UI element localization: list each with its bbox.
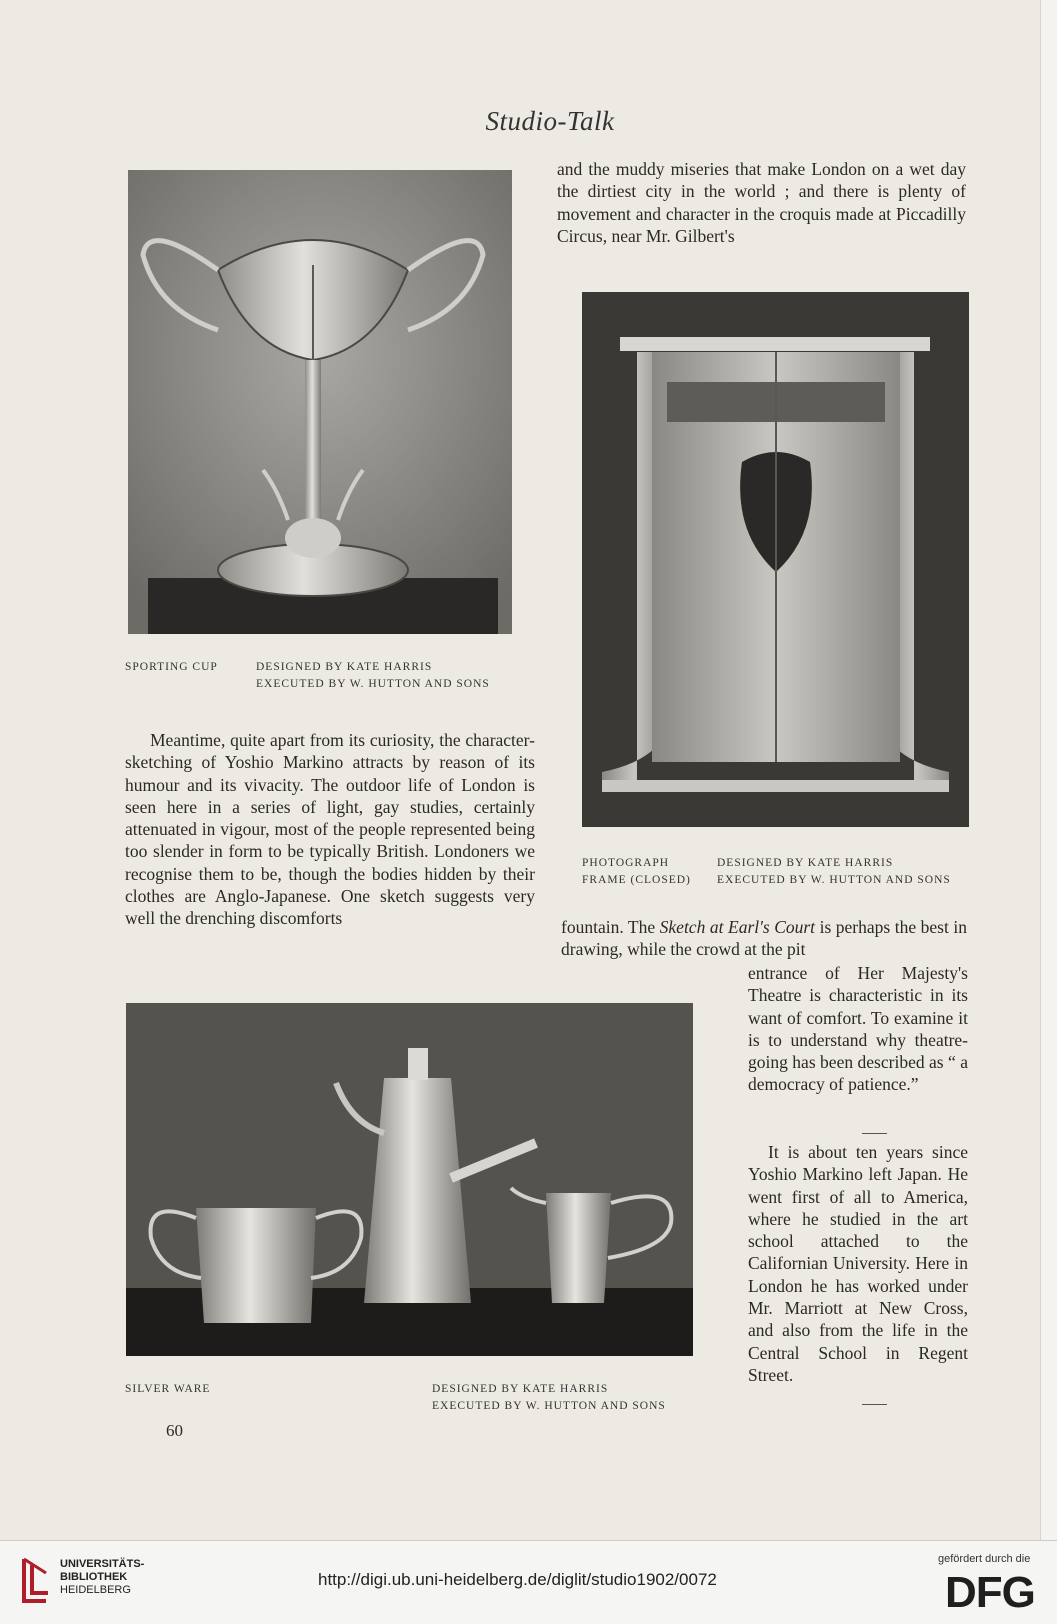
sporting-cup-image [128, 170, 512, 634]
source-url[interactable]: http://digi.ub.uni-heidelberg.de/diglit/studio1902/0072 [318, 1570, 717, 1589]
biography-text: It is about ten years since Yoshio Markino left Japan. He went first of all to America, where he studied in the art school attached to the Californian University. Here in London he has worked under Mr. Marriott at New Cross, and also from the life in the Central School in Regent Street. [748, 1142, 968, 1385]
running-head: Studio-Talk [485, 106, 615, 136]
funder-note: gefördert durch die [938, 1553, 1031, 1565]
paragraph-right-theatre: entrance of Her Majesty's Theatre is characteristic in its want of comfort. To examine it is to understand why theatre-going has been described as “ a democracy of patience.” [748, 963, 968, 1095]
university-library-name [60, 1558, 144, 1597]
frame-caption-executor: EXECUTED BY W. HUTTON AND SONS [717, 874, 951, 886]
section-rule-1 [862, 1133, 887, 1134]
fountain-text-end: is perhaps the best in drawing, while the crowd at the pit [561, 917, 967, 960]
paragraph-left-text: Meantime, quite apart from its curiosity, the character-sketching of Yoshio Markino attracts by reason of its humour and its vivacity. The outdoor life of London is seen here in a series of light, gay studies, certainly attenuated in vigour, most of the people represented being too slender in form to be typically British. Londoners we recognise them to be, though the bodies hidden by their clothes are Anglo-Japanese. One sketch suggests very well the drenching discomforts [125, 730, 535, 929]
silver-ware-caption-left: SILVER WARE [125, 1383, 211, 1395]
silver-ware-caption-designer: DESIGNED BY KATE HARRIS [432, 1383, 609, 1395]
page-edge [1040, 0, 1057, 1540]
silver-ware-image [126, 1003, 693, 1356]
dfg-logo: DFG [945, 1568, 1035, 1617]
frame-caption-left-1: PHOTOGRAPH [582, 857, 670, 869]
sporting-cup-caption-executor: EXECUTED BY W. HUTTON AND SONS [256, 678, 490, 690]
paragraph-right-fountain [561, 916, 967, 961]
silver-ware-caption-executor: EXECUTED BY W. HUTTON AND SONS [432, 1400, 666, 1412]
page-number: 60 [166, 1421, 183, 1440]
sporting-cup-caption-left: SPORTING CUP [125, 661, 218, 673]
photograph-frame-image [582, 292, 969, 827]
sketch-title: Sketch at Earl's Court [659, 917, 816, 937]
paragraph-left-column [125, 729, 535, 930]
sporting-cup-caption-designer: DESIGNED BY KATE HARRIS [256, 661, 433, 673]
library-line-1: UNIVERSITÄTS- [60, 1558, 145, 1570]
fountain-text-start: fountain. The [561, 917, 660, 937]
section-rule-2 [862, 1404, 887, 1405]
university-library-logo [18, 1555, 54, 1607]
library-line-2: BIBLIOTHEK [60, 1571, 128, 1583]
paragraph-right-biography [748, 1141, 968, 1386]
paragraph-top-right: and the muddy miseries that make London on a wet day the dirtiest city in the world ; and there is plenty of movement and character in the croquis made at Piccadilly Circus, near Mr. Gilbert's [557, 159, 966, 246]
frame-caption-designer: DESIGNED BY KATE HARRIS [717, 857, 894, 869]
library-line-3: HEIDELBERG [60, 1584, 131, 1596]
frame-caption-left-2: FRAME (CLOSED) [582, 874, 691, 886]
